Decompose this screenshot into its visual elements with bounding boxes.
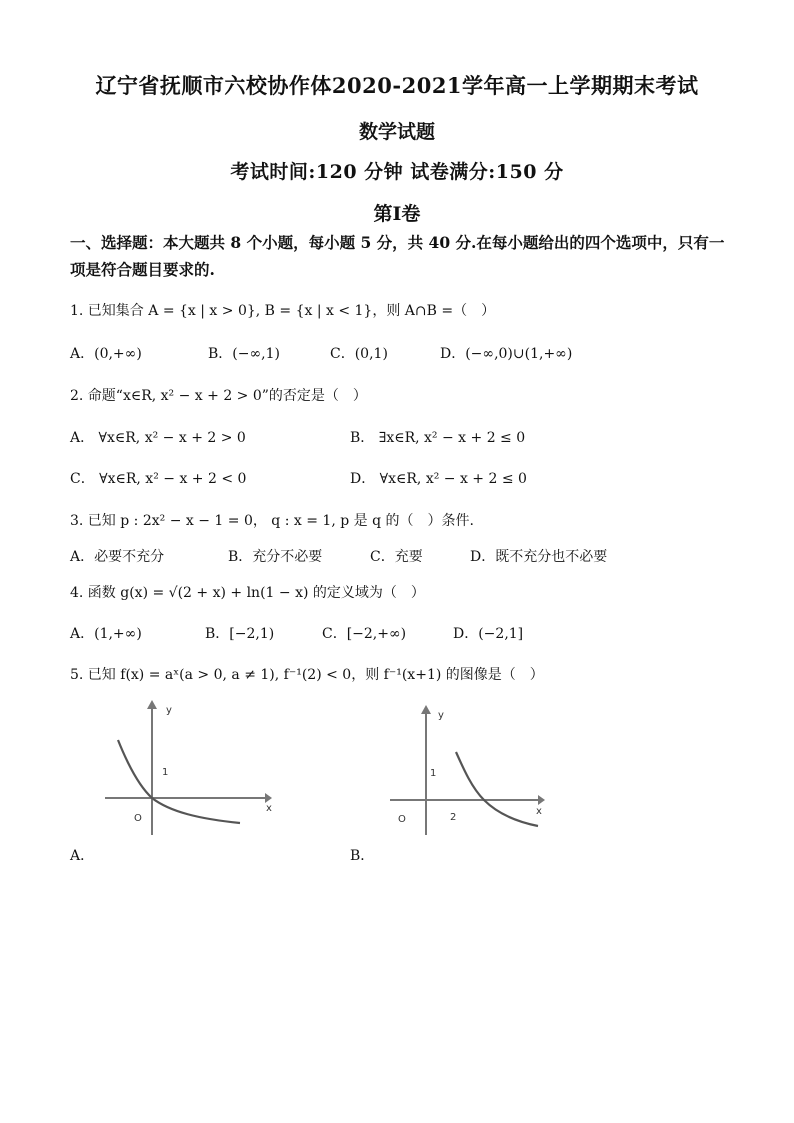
- graph-a-x-label: x: [266, 803, 272, 814]
- question-4-option-d: D．(−2,1]: [453, 626, 524, 642]
- graph-a-curve: [118, 740, 240, 823]
- graph-b-origin-label: O: [398, 814, 406, 825]
- graph-a-y-arrow: [147, 700, 157, 709]
- question-4-stem: 4. 函数 g(x) = √(2 + x) + ln(1 − x) 的定义域为（ ）: [70, 585, 425, 601]
- exam-meta: 考试时间:120 分钟 试卷满分:150 分: [230, 161, 564, 183]
- graph-b: [388, 700, 558, 845]
- question-4-option-c: C．[−2,+∞): [322, 626, 407, 642]
- graph-a-origin-label: O: [134, 813, 142, 824]
- graph-b-x-tick-label: 2: [450, 812, 457, 823]
- graph-b-tick-label: 1: [430, 768, 437, 779]
- question-2-option-b: B． ∃x∈R, x² − x + 2 ≤ 0: [350, 430, 526, 446]
- question-1-option-d: D．(−∞,0)∪(1,+∞): [440, 346, 573, 362]
- question-1-stem: 1. 已知集合 A = {x | x > 0}, B = {x | x < 1}，则 A∩B =（ ）: [70, 303, 496, 319]
- question-3-option-d: D．既不充分也不必要: [470, 549, 608, 565]
- section-heading: 一、选择题：本大题共 8 个小题，每小题 5 分，共 40 分.在每小题给出的四个选项中，只有一项是符合题目要求的.: [70, 233, 725, 279]
- question-4-option-a: A．(1,+∞): [70, 626, 142, 642]
- question-3-stem: 3. 已知 p : 2x² − x − 1 = 0， q : x = 1, p 是 q 的（ ）条件.: [70, 513, 474, 529]
- question-4-option-b: B．[−2,1): [205, 626, 275, 642]
- question-5-option-a: A．: [70, 848, 95, 864]
- question-2-option-a: A． ∀x∈R, x² − x + 2 > 0: [70, 430, 246, 446]
- exam-subtitle: 数学试题: [358, 121, 435, 143]
- graph-a-x-arrow: [265, 793, 272, 803]
- question-3-option-a: A．必要不充分: [70, 549, 165, 565]
- question-1-option-c: C．(0,1): [330, 346, 388, 362]
- question-2-option-c: C． ∀x∈R, x² − x + 2 < 0: [70, 471, 247, 487]
- question-5-option-b: B．: [350, 848, 375, 864]
- graph-a-y-label: y: [166, 705, 172, 716]
- graph-b-x-arrow: [538, 795, 545, 805]
- graph-b-curve: [456, 752, 538, 826]
- graph-a-tick-label: 1: [162, 767, 169, 778]
- question-3-option-c: C．充要: [370, 549, 423, 565]
- question-3-option-b: B．充分不必要: [228, 549, 323, 565]
- question-1-option-b: B．(−∞,1): [208, 346, 280, 362]
- question-5-stem: 5. 已知 f(x) = aˣ(a > 0, a ≠ 1), f⁻¹(2) < 0，则 f⁻¹(x+1) 的图像是（ ）: [70, 667, 544, 683]
- question-1-option-a: A．(0,+∞): [70, 346, 142, 362]
- graph-b-y-label: y: [438, 710, 444, 721]
- graph-b-y-arrow: [421, 705, 431, 714]
- exam-title: 辽宁省抚顺市六校协作体2020-2021学年高一上学期期末考试: [95, 73, 699, 98]
- question-2-stem: 2. 命题“x∈R, x² − x + 2 > 0”的否定是（ ）: [70, 388, 367, 404]
- graph-a: [100, 695, 280, 845]
- graph-b-x-label: x: [536, 806, 542, 817]
- volume-heading: 第Ⅰ卷: [373, 203, 421, 225]
- question-2-option-d: D． ∀x∈R, x² − x + 2 ≤ 0: [350, 471, 527, 487]
